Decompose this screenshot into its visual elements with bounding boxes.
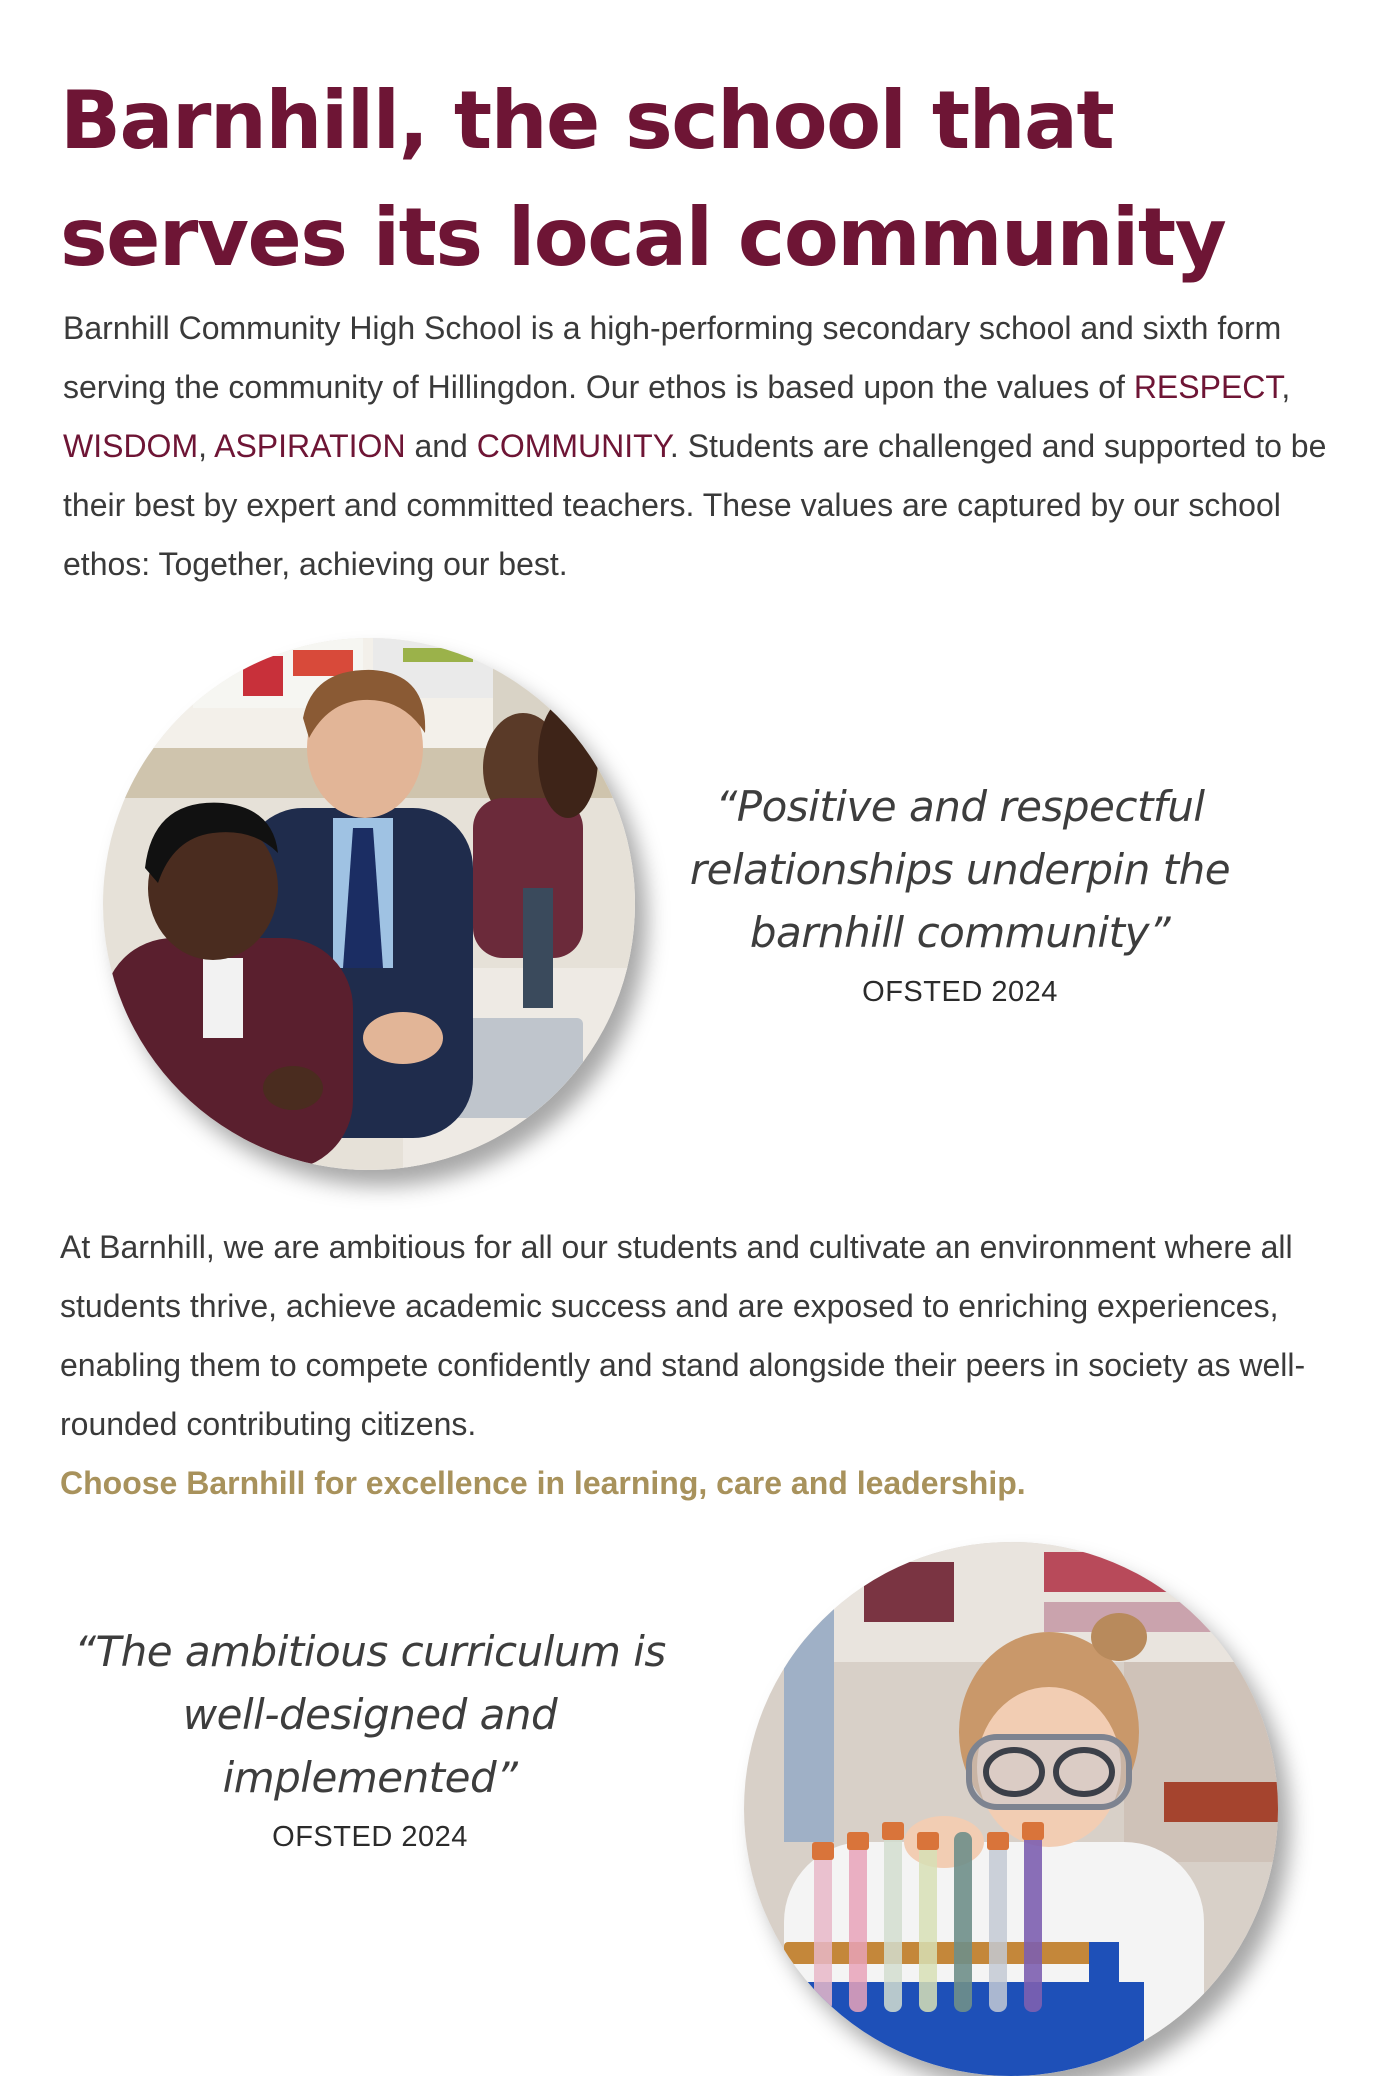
science-lab-photo <box>744 1542 1278 2076</box>
intro-separator: and <box>405 428 477 464</box>
page-title-line-1: Barnhill, the school that <box>60 74 1114 167</box>
page-title <box>60 62 1300 296</box>
intro-text-start: Barnhill Community High School is a high-performing secondary school and sixth form serving the community of Hillingdon. Our ethos is based upon the values of <box>63 310 1282 405</box>
ambition-text: At Barnhill, we are ambitious for all our students and cultivate an environment where all students thrive, achieve academic success and are exposed to enriching experiences, enabling them to compete confidently and stand alongside their peers in society as well-rounded contributing citizens. <box>60 1229 1306 1442</box>
intro-text-end: . Students are challenged and supported to be their best by expert and committed teachers. These values are captured by our school ethos: Together, achieving our best. <box>63 428 1327 582</box>
value-respect: RESPECT <box>1133 369 1282 405</box>
intro-paragraph <box>63 299 1363 594</box>
science-lab-illustration <box>744 1542 1278 2076</box>
ofsted-quote-curriculum <box>60 1620 680 1854</box>
quote-text: “Positive and respectful relationships underpin the barnhill community” <box>689 782 1231 957</box>
value-wisdom: WISDOM <box>63 428 199 464</box>
quote-source: OFSTED 2024 <box>862 976 1058 1008</box>
intro-separator: , <box>198 428 215 464</box>
quote-text: “The ambitious curriculum is well-designed and implemented” <box>74 1627 666 1802</box>
excellence-tagline: Choose Barnhill for excellence in learning, care and leadership. <box>60 1465 1026 1501</box>
quote-source: OFSTED 2024 <box>272 1821 468 1853</box>
ofsted-quote-relationships <box>680 775 1240 1009</box>
teacher-student-illustration <box>103 638 635 1170</box>
value-aspiration: ASPIRATION <box>214 428 406 464</box>
ambition-paragraph <box>60 1218 1360 1513</box>
value-community: COMMUNITY <box>476 428 670 464</box>
page-title-line-2: serves its local community <box>60 191 1226 284</box>
intro-separator: , <box>1281 369 1291 405</box>
teacher-student-photo <box>103 638 635 1170</box>
